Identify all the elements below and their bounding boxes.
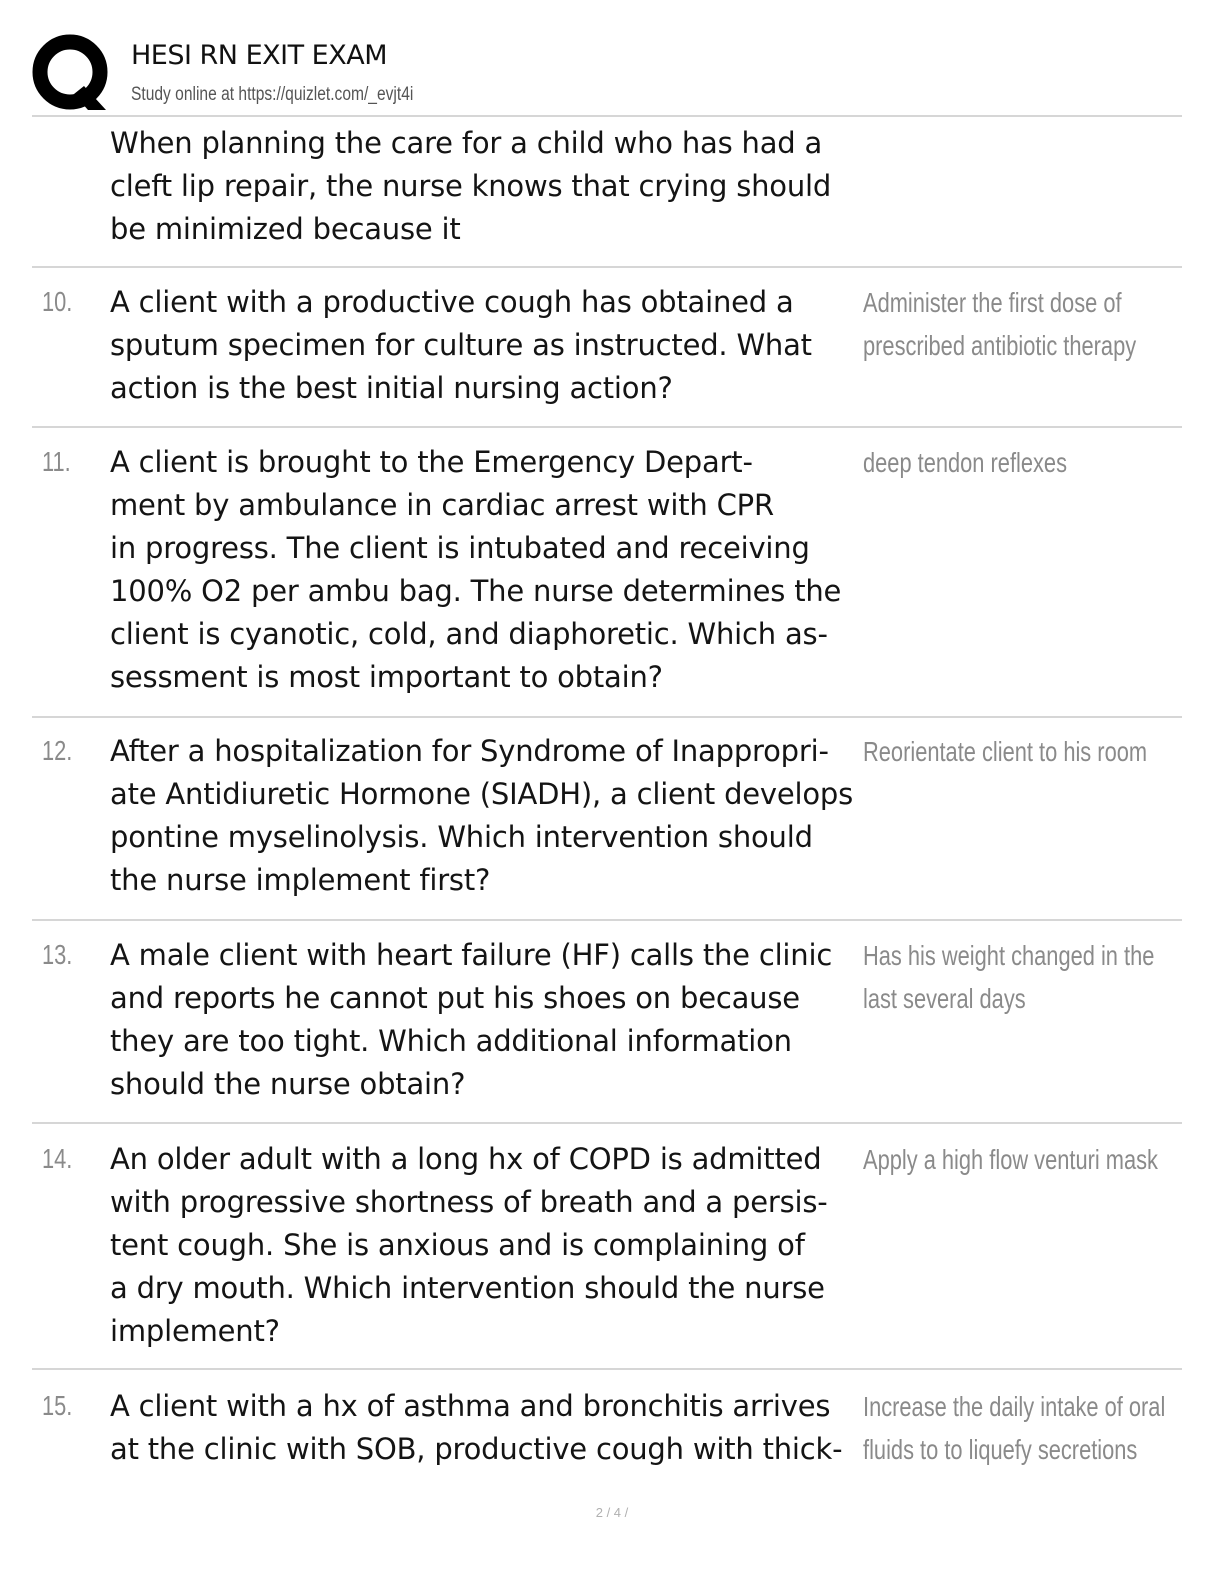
question-line: implement? bbox=[110, 1314, 280, 1348]
card-answer bbox=[863, 281, 1144, 367]
card-number: 13. bbox=[42, 939, 73, 970]
card-divider bbox=[32, 1122, 1182, 1124]
card-divider bbox=[32, 266, 1182, 268]
question-line: be minimized because it bbox=[110, 212, 461, 246]
question-line: in progress. The client is intubated and receiving bbox=[110, 531, 810, 565]
question-line: sputum specimen for culture as instructed. What bbox=[110, 328, 812, 362]
card-answer bbox=[863, 441, 1144, 484]
card-question bbox=[110, 281, 870, 410]
question-line: A client is brought to the Emergency Depart- bbox=[110, 445, 753, 479]
card-answer bbox=[863, 1385, 1166, 1471]
question-line: client is cyanotic, cold, and diaphoretic. Which as- bbox=[110, 617, 828, 651]
card-answer bbox=[863, 934, 1155, 1020]
question-line: at the clinic with SOB, productive cough with thick- bbox=[110, 1432, 843, 1466]
card-question bbox=[110, 1138, 870, 1353]
card-divider bbox=[32, 919, 1182, 921]
card-divider bbox=[32, 115, 1182, 117]
card-number: 10. bbox=[42, 286, 73, 317]
question-line: After a hospitalization for Syndrome of Inappropri- bbox=[110, 734, 829, 768]
card-divider bbox=[32, 716, 1182, 718]
question-line: sessment is most important to obtain? bbox=[110, 660, 663, 694]
question-line: ment by ambulance in cardiac arrest with CPR bbox=[110, 488, 774, 522]
question-line: 100% O2 per ambu bag. The nurse determines the bbox=[110, 574, 842, 608]
card-answer bbox=[863, 1138, 1158, 1181]
card-number: 11. bbox=[42, 446, 71, 477]
card-number: 14. bbox=[42, 1143, 73, 1174]
answer-line: Apply a high flow venturi mask bbox=[863, 1144, 1158, 1175]
question-line: a dry mouth. Which intervention should the nurse bbox=[110, 1271, 825, 1305]
quizlet-logo-icon bbox=[32, 34, 112, 114]
answer-line: last several days bbox=[863, 983, 1026, 1014]
card-divider bbox=[32, 1368, 1182, 1370]
question-line: they are too tight. Which additional information bbox=[110, 1024, 792, 1058]
question-line: with progressive shortness of breath and a persis- bbox=[110, 1185, 828, 1219]
answer-line: Increase the daily intake of oral bbox=[863, 1391, 1166, 1422]
question-line: the nurse implement first? bbox=[110, 863, 491, 897]
card-question bbox=[110, 122, 870, 251]
card-divider bbox=[32, 426, 1182, 428]
question-line: cleft lip repair, the nurse knows that crying should bbox=[110, 169, 832, 203]
question-line: When planning the care for a child who has had a bbox=[110, 126, 823, 160]
answer-line: fluids to to liquefy secretions bbox=[863, 1434, 1138, 1465]
question-line: A male client with heart failure (HF) calls the clinic bbox=[110, 938, 833, 972]
document-title: HESI RN EXIT EXAM bbox=[131, 40, 388, 71]
card-question bbox=[110, 730, 870, 902]
page-indicator: 2 / 4 / bbox=[595, 1505, 629, 1520]
card-answer bbox=[863, 730, 1148, 773]
question-line: ate Antidiuretic Hormone (SIADH), a client develops bbox=[110, 777, 854, 811]
answer-line: Has his weight changed in the bbox=[863, 940, 1155, 971]
study-online-link[interactable]: Study online at https://quizlet.com/_evjt4i bbox=[131, 84, 414, 105]
question-line: A client with a hx of asthma and bronchitis arrives bbox=[110, 1389, 831, 1423]
question-line: tent cough. She is anxious and is complaining of bbox=[110, 1228, 805, 1262]
document-header bbox=[32, 30, 1182, 116]
card-number: 15. bbox=[42, 1390, 73, 1421]
question-line: pontine myselinolysis. Which intervention should bbox=[110, 820, 813, 854]
question-line: An older adult with a long hx of COPD is admitted bbox=[110, 1142, 822, 1176]
answer-line: deep tendon reflexes bbox=[863, 447, 1067, 478]
answer-line: Reorientate client to his room bbox=[863, 736, 1148, 767]
card-question bbox=[110, 1385, 870, 1471]
question-line: should the nurse obtain? bbox=[110, 1067, 466, 1101]
answer-line: prescribed antibiotic therapy bbox=[863, 330, 1137, 361]
question-line: A client with a productive cough has obtained a bbox=[110, 285, 794, 319]
question-line: action is the best initial nursing action? bbox=[110, 371, 673, 405]
card-number: 12. bbox=[42, 735, 73, 766]
answer-line: Administer the first dose of bbox=[863, 287, 1122, 318]
question-line: and reports he cannot put his shoes on because bbox=[110, 981, 800, 1015]
card-question bbox=[110, 934, 870, 1106]
card-question bbox=[110, 441, 870, 699]
